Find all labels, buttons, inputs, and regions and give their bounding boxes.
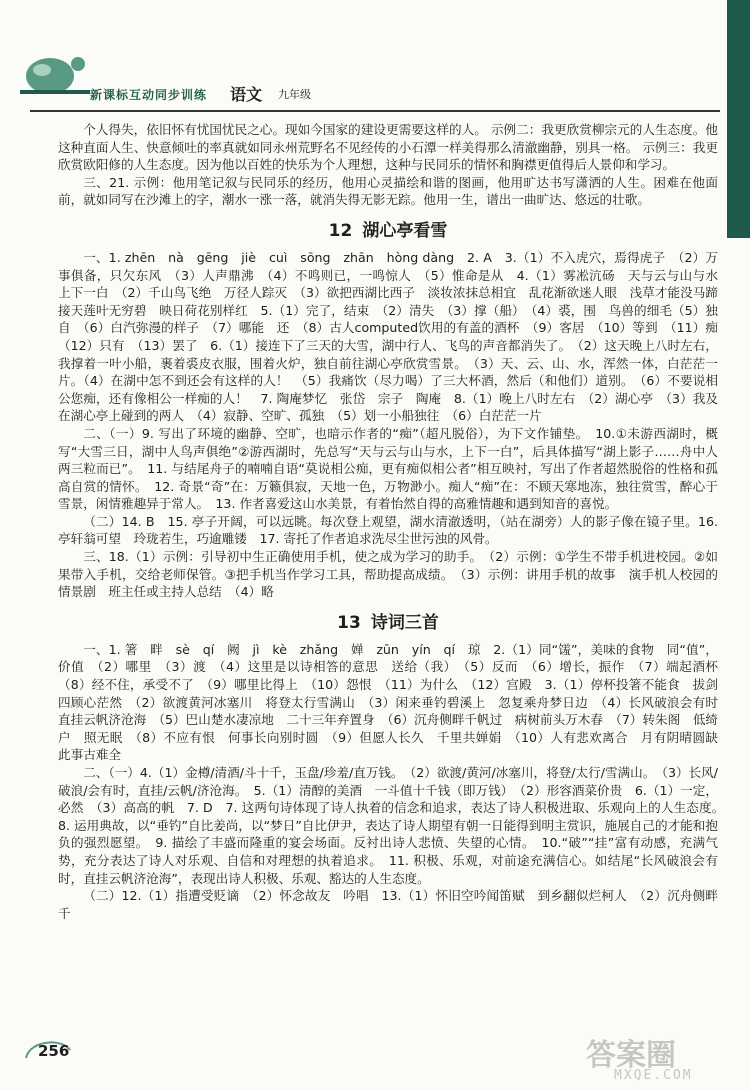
intro-paragraph: 个人得失，依旧怀有忧国忧民之心。现如今国家的建设更需要这样的人。 示例二：我更欣赏柳宗元的人生态度。他这种直面人生、快意倾吐的率真就如同永州荒野名不见经传的小石潭一样美得那么清澈幽静，别具一格。 示例三：我更欣赏欧阳修的人生态度。因为他以百姓的快乐为个人理想，这种与民同乐的情怀和胸襟更值得后人景仰和学习。 (58, 122, 718, 173)
answer-paragraph: 三、18.（1）示例：引导初中生正确使用手机，使之成为学习的助手。 （2）示例：①学生不带手机进校园。②如果带入手机，交给老师保管。③把手机当作学习工具，帮助提高成绩。 （3）示例：讲用手机的故事 演手机人校园的情景剧 班主任或主持人总结 （4）略 (58, 549, 718, 600)
lesson-heading (58, 611, 718, 635)
page-number (22, 1036, 74, 1064)
answer-paragraph: 一、1. zhēn nà gēng jiè cuì sōng zhān hòng dàng 2. A 3.（1）不入虎穴，焉得虎子 （2）万事俱备，只欠东风 （3）人声鼎沸 （4）不鸣则已，一鸣惊人 （5）惟命是从 4.（1）雾凇沆砀 天与云与山与水 上下一白 （2）千山鸟飞绝 万径人踪灭 （3）欲把西湖比西子 淡妆浓抹总相宜 乱花渐欲迷人眼 浅草才能没马蹄 接天莲叶无穷碧 映日荷花别样红 5.（1）完了，结束 （2）清失 （3）撑（船） （4）裘，围 鸟兽的细毛（5）独自 （6）白汽弥漫的样子 （7）哪能 还 （8）古人computed饮用的有盖的酒杯 （9）客居 （10）等到 （11）痴 （12）只有 （13）罢了 6.（1）接连下了三天的大雪，湖中行人、飞鸟的声音都消失了。 （2）这天晚上八时左右，我撑着一叶小船，裹着裘皮衣服，围着火炉，独自前往湖心亭欣赏雪景。 （3）天、云、山、水，浑然一体，白茫茫一片。（4）在湖中怎不到还会有这样的人！ （5）我痛饮（尽力喝）了三大杯酒，然后（和他们）道别。 （6）不要说相公您痴，还有像相公一样痴的人！ 7. 陶庵梦忆 张岱 宗子 陶庵 8.（1）晚上八时左右 （2）湖心亭 （3）我及在湖心亭上碰到的两人 （4）寂静、空旷、孤独 （5）划一小船独往 （6）白茫茫一片 (58, 249, 731, 424)
lesson-heading (58, 219, 718, 243)
series-title: 新课标互动同步训练 (90, 88, 208, 102)
watermark-title: 答案圈 (586, 1038, 676, 1073)
watermark-url: MXQE.COM (614, 1068, 693, 1083)
answer-paragraph: 二、（一）9. 写出了环境的幽静、空旷，也暗示作者的“痴”（超凡脱俗），为下文作铺垫。 10.①未游西湖时，概写“大雪三日，湖中人鸟声俱绝”②游西湖时，先总写“天与云与山与水，上下一白”，后具体描写“湖上影子……舟中人两三粒而已”。 11. 与结尾舟子的喃喃自语“莫说相公痴，更有痴似相公者”相互映衬，写出了作者超然脱俗的性格和孤高自赏的情怀。 12. 奇景“奇”在：万籁俱寂，天地一色，万物渺小。痴人“痴”在：不顾天寒地冻，独往赏雪，醉心于雪景，闲情雅趣异于常人。 13. 作者喜爱这山水美景，有着怡然自得的高雅情趣和遇到知音的喜悦。 (58, 425, 718, 512)
page-header (20, 48, 340, 108)
page-number-text: 256 (38, 1042, 70, 1060)
answer-paragraph: （二）14. B 15. 亭子开阔，可以远眺。每次登上观望，湖水清澈透明，（站在湖旁）人的影子像在镜子里。16. 亭轩翁可望 玲珑若生，巧逾雕镂 17. 寄托了作者追求洗尽尘世污浊的风骨。 (58, 513, 718, 547)
answer-content (58, 121, 731, 922)
right-edge-bar (727, 0, 750, 238)
answer-paragraph: （二）12.（1）指遭受贬谪 （2）怀念故友 吟唱 13.（1）怀旧空吟闻笛赋 到乡翻似烂柯人 （2）沉舟侧畔千 (58, 888, 718, 921)
intro-paragraph: 三、21. 示例：他用笔记叙与民同乐的经历，他用心灵描绘和谐的图画，他用旷达书写潇洒的人生。困难在他面前，就如同写在沙滩上的字，潮水一涨一落，就消失得无影无踪。他用一生，谱出一曲旷达、悠远的壮歌。 (58, 174, 718, 208)
subject-title: 语文 (230, 85, 263, 104)
answer-paragraph: 一、1. 箸 畔 sè qí 阙 jì kè zhǎng 婵 zūn yín qí 琼 2.（1）同“馐”，美味的食物 同“值”，价值 （2）哪里 （3）渡 （4）这里是以诗相答的意思 送给（我） （5）反而 （6）增长，振作 （7）端起酒杯 （8）经不住，承受不了 （9）哪里比得上 （10）怨恨 （11）为什么 （12）宫殿 3.（1）停杯投箸不能食 拔剑四顾心茫然 （2）欲渡黄河冰塞川 将登太行雪满山 （3）闲来垂钓碧溪上 忽复乘舟梦日边 （4）长风破浪会有时 直挂云帆济沧海 （5）巴山楚水凄凉地 二十三年弃置身 （6）沉舟侧畔千帆过 病树前头万木春 （7）转朱阁 低绮户 照无眠 （8）不应有恨 何事长向别时圆 （9）但愿人长久 千里共婵娟 （10）人有悲欢离合 月有阴晴圆缺 此事古难全 (58, 641, 731, 763)
answer-paragraph: 二、（一）4.（1）金樽/清酒/斗十千，玉盘/珍羞/直万钱。 （2）欲渡/黄河/冰塞川，将登/太行/雪满山。 （3）长风/破浪/会有时，直挂/云帆/济沧海。 5.（1）清醇的美酒 一斗值十千钱（即万钱） （2）形容酒菜价贵 6.（1）一定，必然 （3）高高的帆 7. D 7. 这两句诗体现了诗人执着的信念和追求，表达了诗人积极进取、乐观向上的人生态度。 8. 运用典故，以“垂钓”自比姜尚，以“梦日”自比伊尹，表达了诗人期望有朝一日能得到明主赏识，施展自己的才能和抱负的强烈愿望。 9. 描绘了丰盛而隆重的宴会场面。反衬出诗人悲愤、失望的心情。 10.“破”“挂”富有动感，充满气势，充分表达了诗人对乐观、自信和对理想的执着追求。 11. 积极、乐观，对前途充满信心。如结尾“长风破浪会有时，直挂云帆济沧海”，表现出诗人积极、乐观、豁达的人生态度。 (58, 765, 731, 886)
globe-logo-icon (20, 48, 90, 100)
watermark (580, 1030, 745, 1088)
header-rule (30, 110, 720, 112)
grade-label: 九年级 (278, 88, 311, 101)
lesson-title: 诗词三首 (370, 612, 439, 633)
lesson-number: 13 (337, 612, 361, 633)
lesson-number: 12 (328, 220, 353, 241)
lesson-title: 湖心亭看雪 (362, 220, 448, 241)
